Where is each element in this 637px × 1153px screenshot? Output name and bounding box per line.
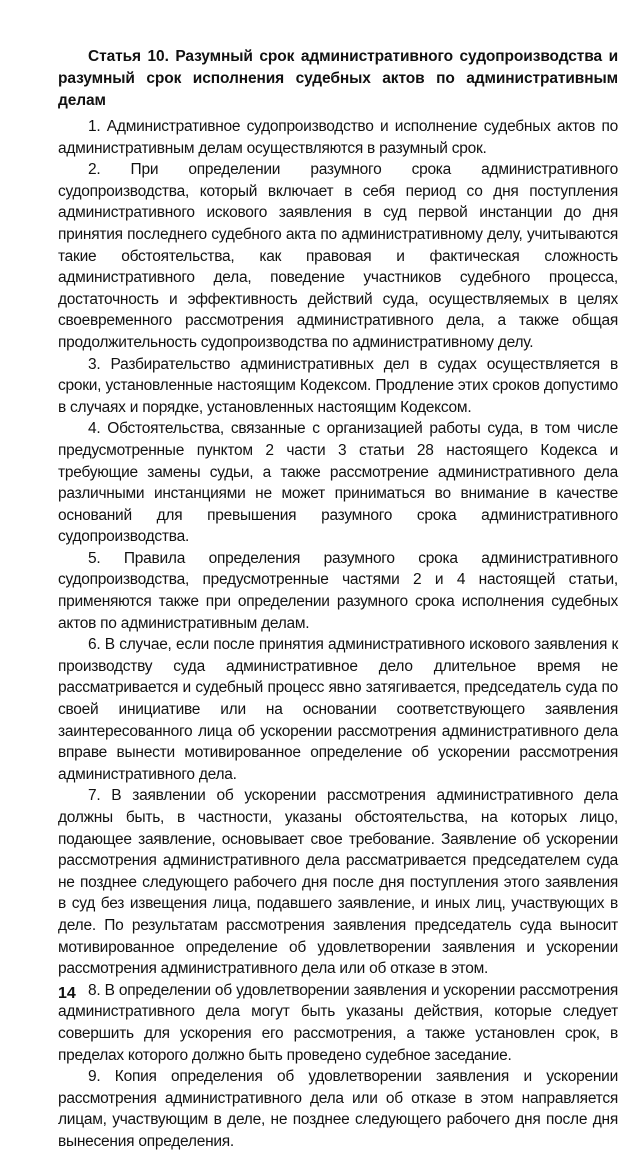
article-paragraph-3: 3. Разбирательство административных дел в судах осуществляется в сроки, установленные настоящим Кодексом. Продление этих сроков допустимо в случаях и порядке, установленных настоящим Кодексом. (58, 355, 618, 416)
article-title: Статья 10. Разумный срок административного судопроизводства и разумный срок исполнения судебных актов по административным делам (58, 48, 618, 109)
article-paragraph-2: 2. При определении разумного срока административного судопроизводства, который включает в себя период со дня поступления административного искового заявления в суд первой инстанции до дня принятия последнего судебного акта по административному делу, учитываются такие обстоятельства, как правовая и фактическая сложность административного дела, поведение участников судебного процесса, достаточность и эффективность действий суда, осуществляемых в целях своевременного рассмотрения административного дела, а также общая продолжительность судопроизводства по административному делу. (58, 161, 618, 351)
article-paragraph-6: 6. В случае, если после принятия административного искового заявления к производству суда административное дело длительное время не рассматривается и судебный процесс явно затягивается, председатель суда по своей инициативе или на основании соответствующего заявления заинтересованного лица об ускорении рассмотрения административного дела вправе вынести мотивированное определение об ускорении рассмотрения административного дела. (58, 636, 618, 783)
article-paragraph-5: 5. Правила определения разумного срока административного судопроизводства, предусмотренные частями 2 и 4 настоящей статьи, применяются также при определении разумного срока исполнения судебных актов по административным делам. (58, 549, 618, 632)
article-paragraph-4: 4. Обстоятельства, связанные с организацией работы суда, в том числе предусмотренные пунктом 2 части 3 статьи 28 настоящего Кодекса и требующие замены судьи, а также рассмотрение административного дела различными инстанциями не может приниматься во внимание в качестве оснований для превышения разумного срока административного судопроизводства. (58, 420, 618, 546)
article-paragraph-7: 7. В заявлении об ускорении рассмотрения административного дела должны быть, в частности, указаны обстоятельства, на которых лицо, подающее заявление, основывает свое требование. Заявление об ускорении рассмотрения административного дела рассматривается председателем суда не позднее следующего рабочего дня после дня поступления этого заявления в суд без извещения лица, подавшего заявление, и иных лиц, участвующих в деле. По результатам рассмотрения заявления председатель суда выносит мотивированное определение об удовлетворении заявления и ускорении рассмотрения административного дела или об отказе в этом. (58, 787, 618, 978)
article-paragraph-9: 9. Копия определения об удовлетворении заявления и ускорении рассмотрения административного дела или об отказе в этом направляется лицам, участвующим в деле, не позднее следующего рабочего дня после дня вынесения определения. (58, 1068, 618, 1150)
page-number: 14 (58, 985, 76, 1002)
article-paragraph-8: 8. В определении об удовлетворении заявления и ускорении рассмотрения административного дела могут быть указаны действия, которые следует совершить для ускорения его рассмотрения, а также установлен срок, в пределах которого должно быть проведено судебное заседание. (58, 981, 618, 1064)
article-paragraph-1: 1. Административное судопроизводство и исполнение судебных актов по административным делам осуществляются в разумный срок. (58, 118, 618, 157)
document-page (58, 46, 618, 1153)
